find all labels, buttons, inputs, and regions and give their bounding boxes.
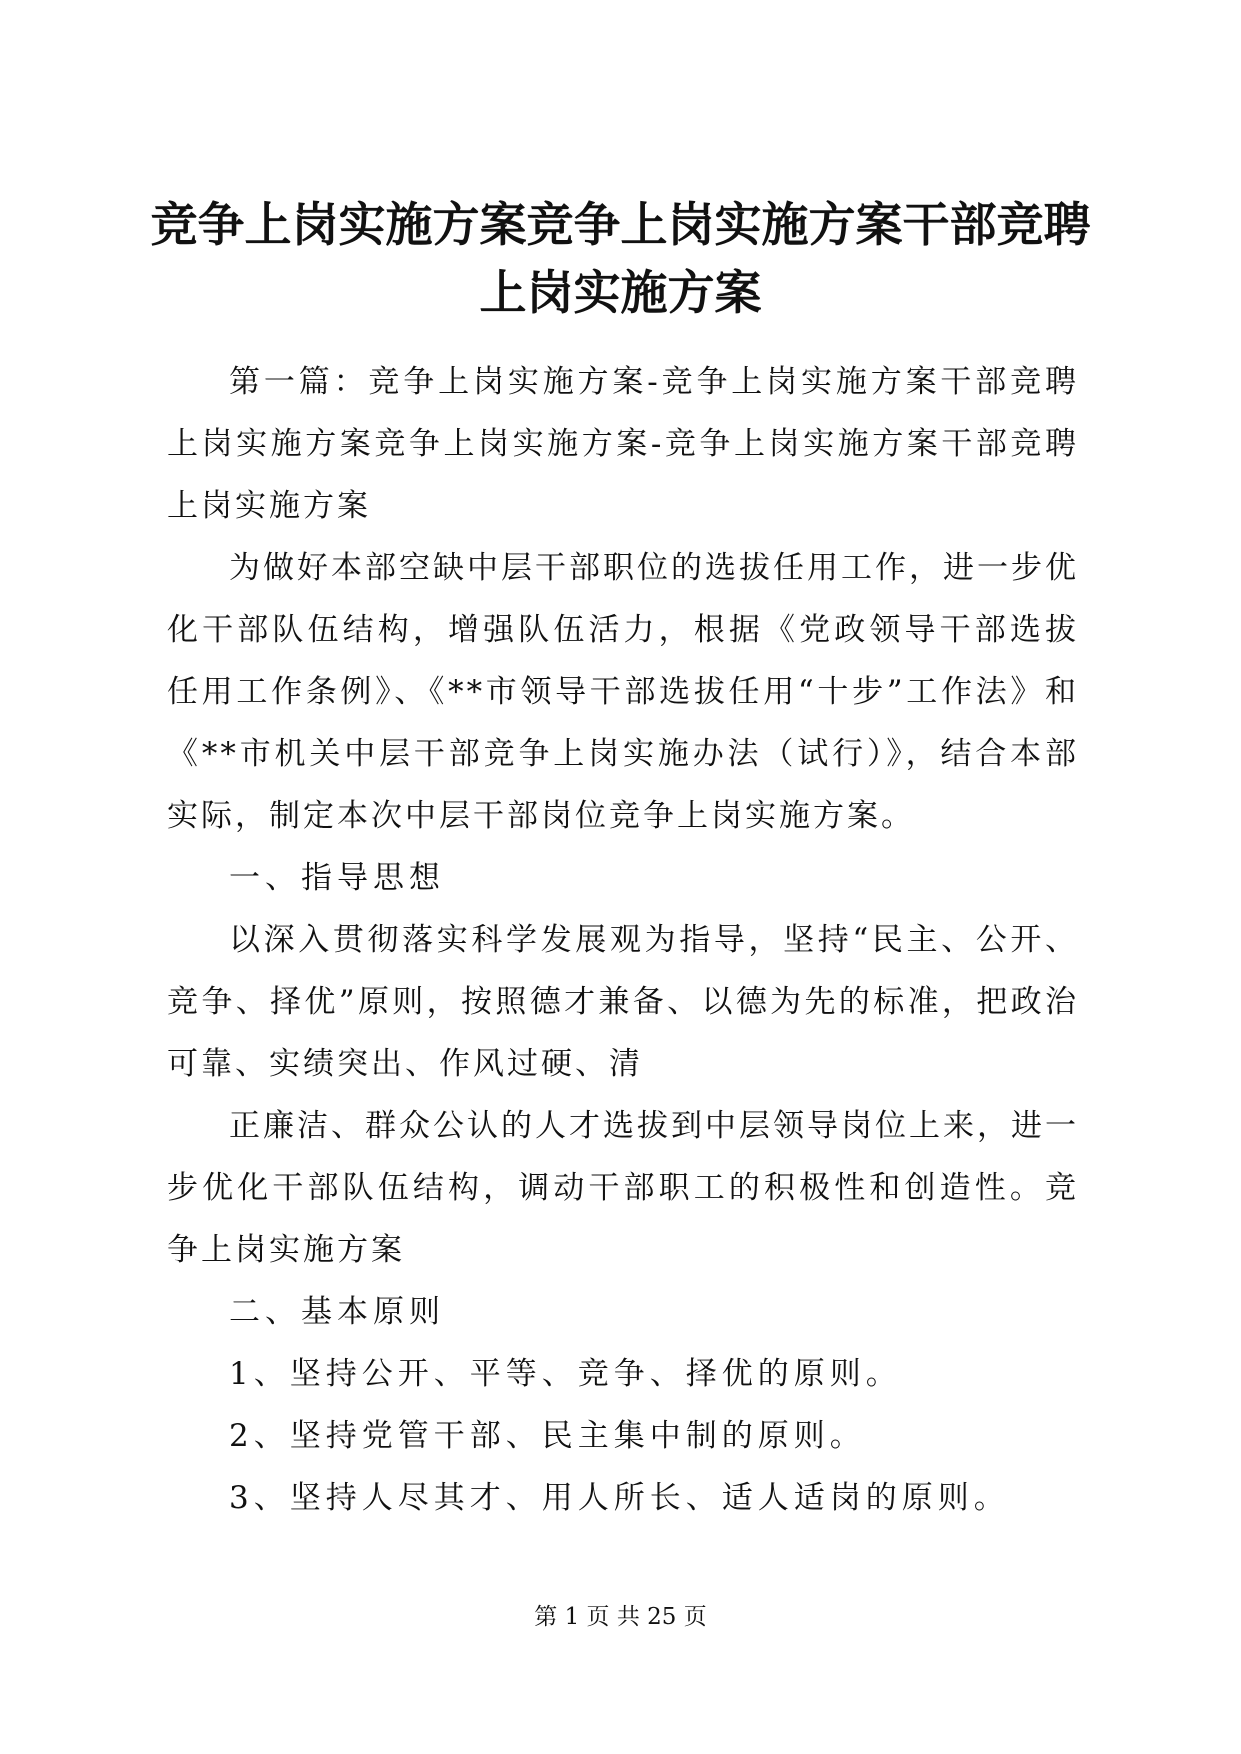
document-body [167,351,1079,1529]
paragraph-intro: 第一篇：竞争上岗实施方案-竞争上岗实施方案干部竞聘上岗实施方案竞争上岗实施方案-竞争上岗实施方案干部竞聘上岗实施方案 [167,364,1079,524]
section-heading-basic-principles: 二、基本原则 [229,1294,445,1330]
paragraph-guiding-ideology: 以深入贯彻落实科学发展观为指导，坚持“民主、公开、竞争、择优”原则，按照德才兼备、以德为先的标准，把政治可靠、实绩突出、作风过硬、清 [167,922,1079,1082]
principle-item-2: 2、坚持党管干部、民主集中制的原则。 [229,1418,866,1454]
paragraph-guiding-ideology-cont: 正廉洁、群众公认的人才选拔到中层领导岗位上来，进一步优化干部队伍结构，调动干部职工的积极性和创造性。竞争上岗实施方案 [167,1108,1079,1268]
document-title: 竞争上岗实施方案竞争上岗实施方案干部竞聘上岗实施方案 [150,198,1091,321]
paragraph-purpose: 为做好本部空缺中层干部职位的选拔任用工作，进一步优化干部队伍结构，增强队伍活力，根据《党政领导干部选拔任用工作条例》、《**市领导干部选拔任用“十步”工作法》和《**市机关中层干部竞争上岗实施办法（试行）》，结合本部实际，制定本次中层干部岗位竞争上岗实施方案。 [167,550,1079,834]
page-number-footer: 第 1 页 共 25 页 [534,1604,707,1630]
section-heading-guiding-ideology: 一、指导思想 [229,860,445,896]
principle-item-1: 1、坚持公开、平等、竞争、择优的原则。 [229,1356,902,1392]
principle-item-3: 3、坚持人尽其才、用人所长、适人适岗的原则。 [229,1480,1010,1516]
